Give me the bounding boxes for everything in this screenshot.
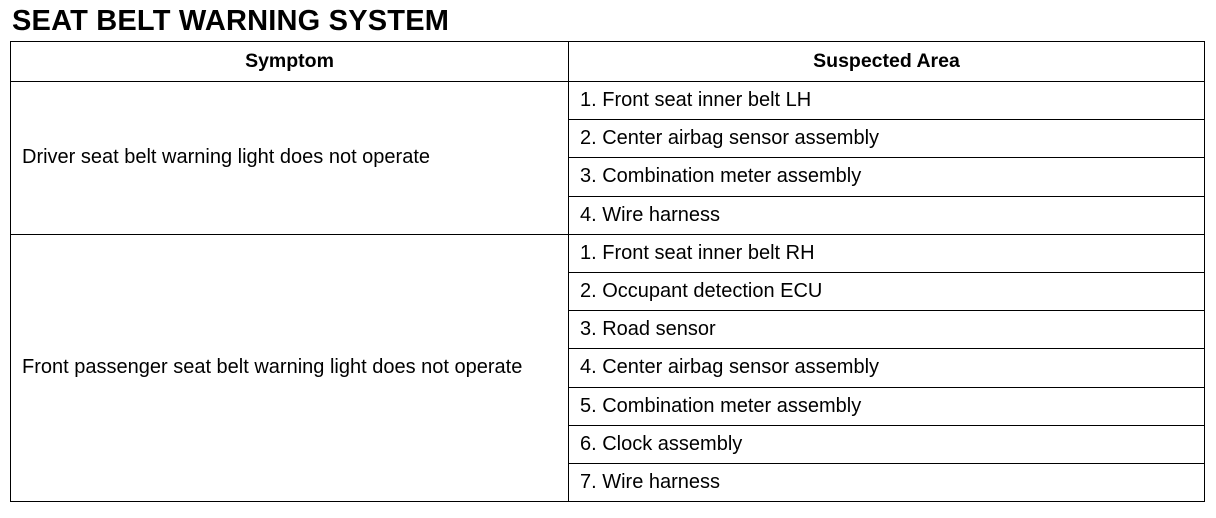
table-row — [11, 82, 1205, 120]
suspected-area-item: 3. Combination meter assembly — [569, 158, 1205, 196]
suspected-area-item: 6. Clock assembly — [569, 425, 1205, 463]
table-row — [11, 234, 1205, 272]
table-header-row — [11, 42, 1205, 82]
suspected-area-item: 4. Wire harness — [569, 196, 1205, 234]
suspected-area-item: 2. Center airbag sensor assembly — [569, 120, 1205, 158]
suspected-area-item: 5. Combination meter assembly — [569, 387, 1205, 425]
troubleshooting-table — [10, 41, 1205, 502]
suspected-area-item: 7. Wire harness — [569, 463, 1205, 501]
header-suspected-area: Suspected Area — [569, 42, 1205, 82]
header-symptom: Symptom — [11, 42, 569, 82]
symptom-front-passenger: Front passenger seat belt warning light does not operate — [11, 234, 569, 501]
suspected-area-item: 2. Occupant detection ECU — [569, 272, 1205, 310]
suspected-area-item: 1. Front seat inner belt RH — [569, 234, 1205, 272]
suspected-area-item: 4. Center airbag sensor assembly — [569, 349, 1205, 387]
suspected-area-item: 3. Road sensor — [569, 311, 1205, 349]
suspected-area-item: 1. Front seat inner belt LH — [569, 82, 1205, 120]
page-title: SEAT BELT WARNING SYSTEM — [12, 5, 450, 37]
symptom-driver: Driver seat belt warning light does not operate — [11, 82, 569, 235]
